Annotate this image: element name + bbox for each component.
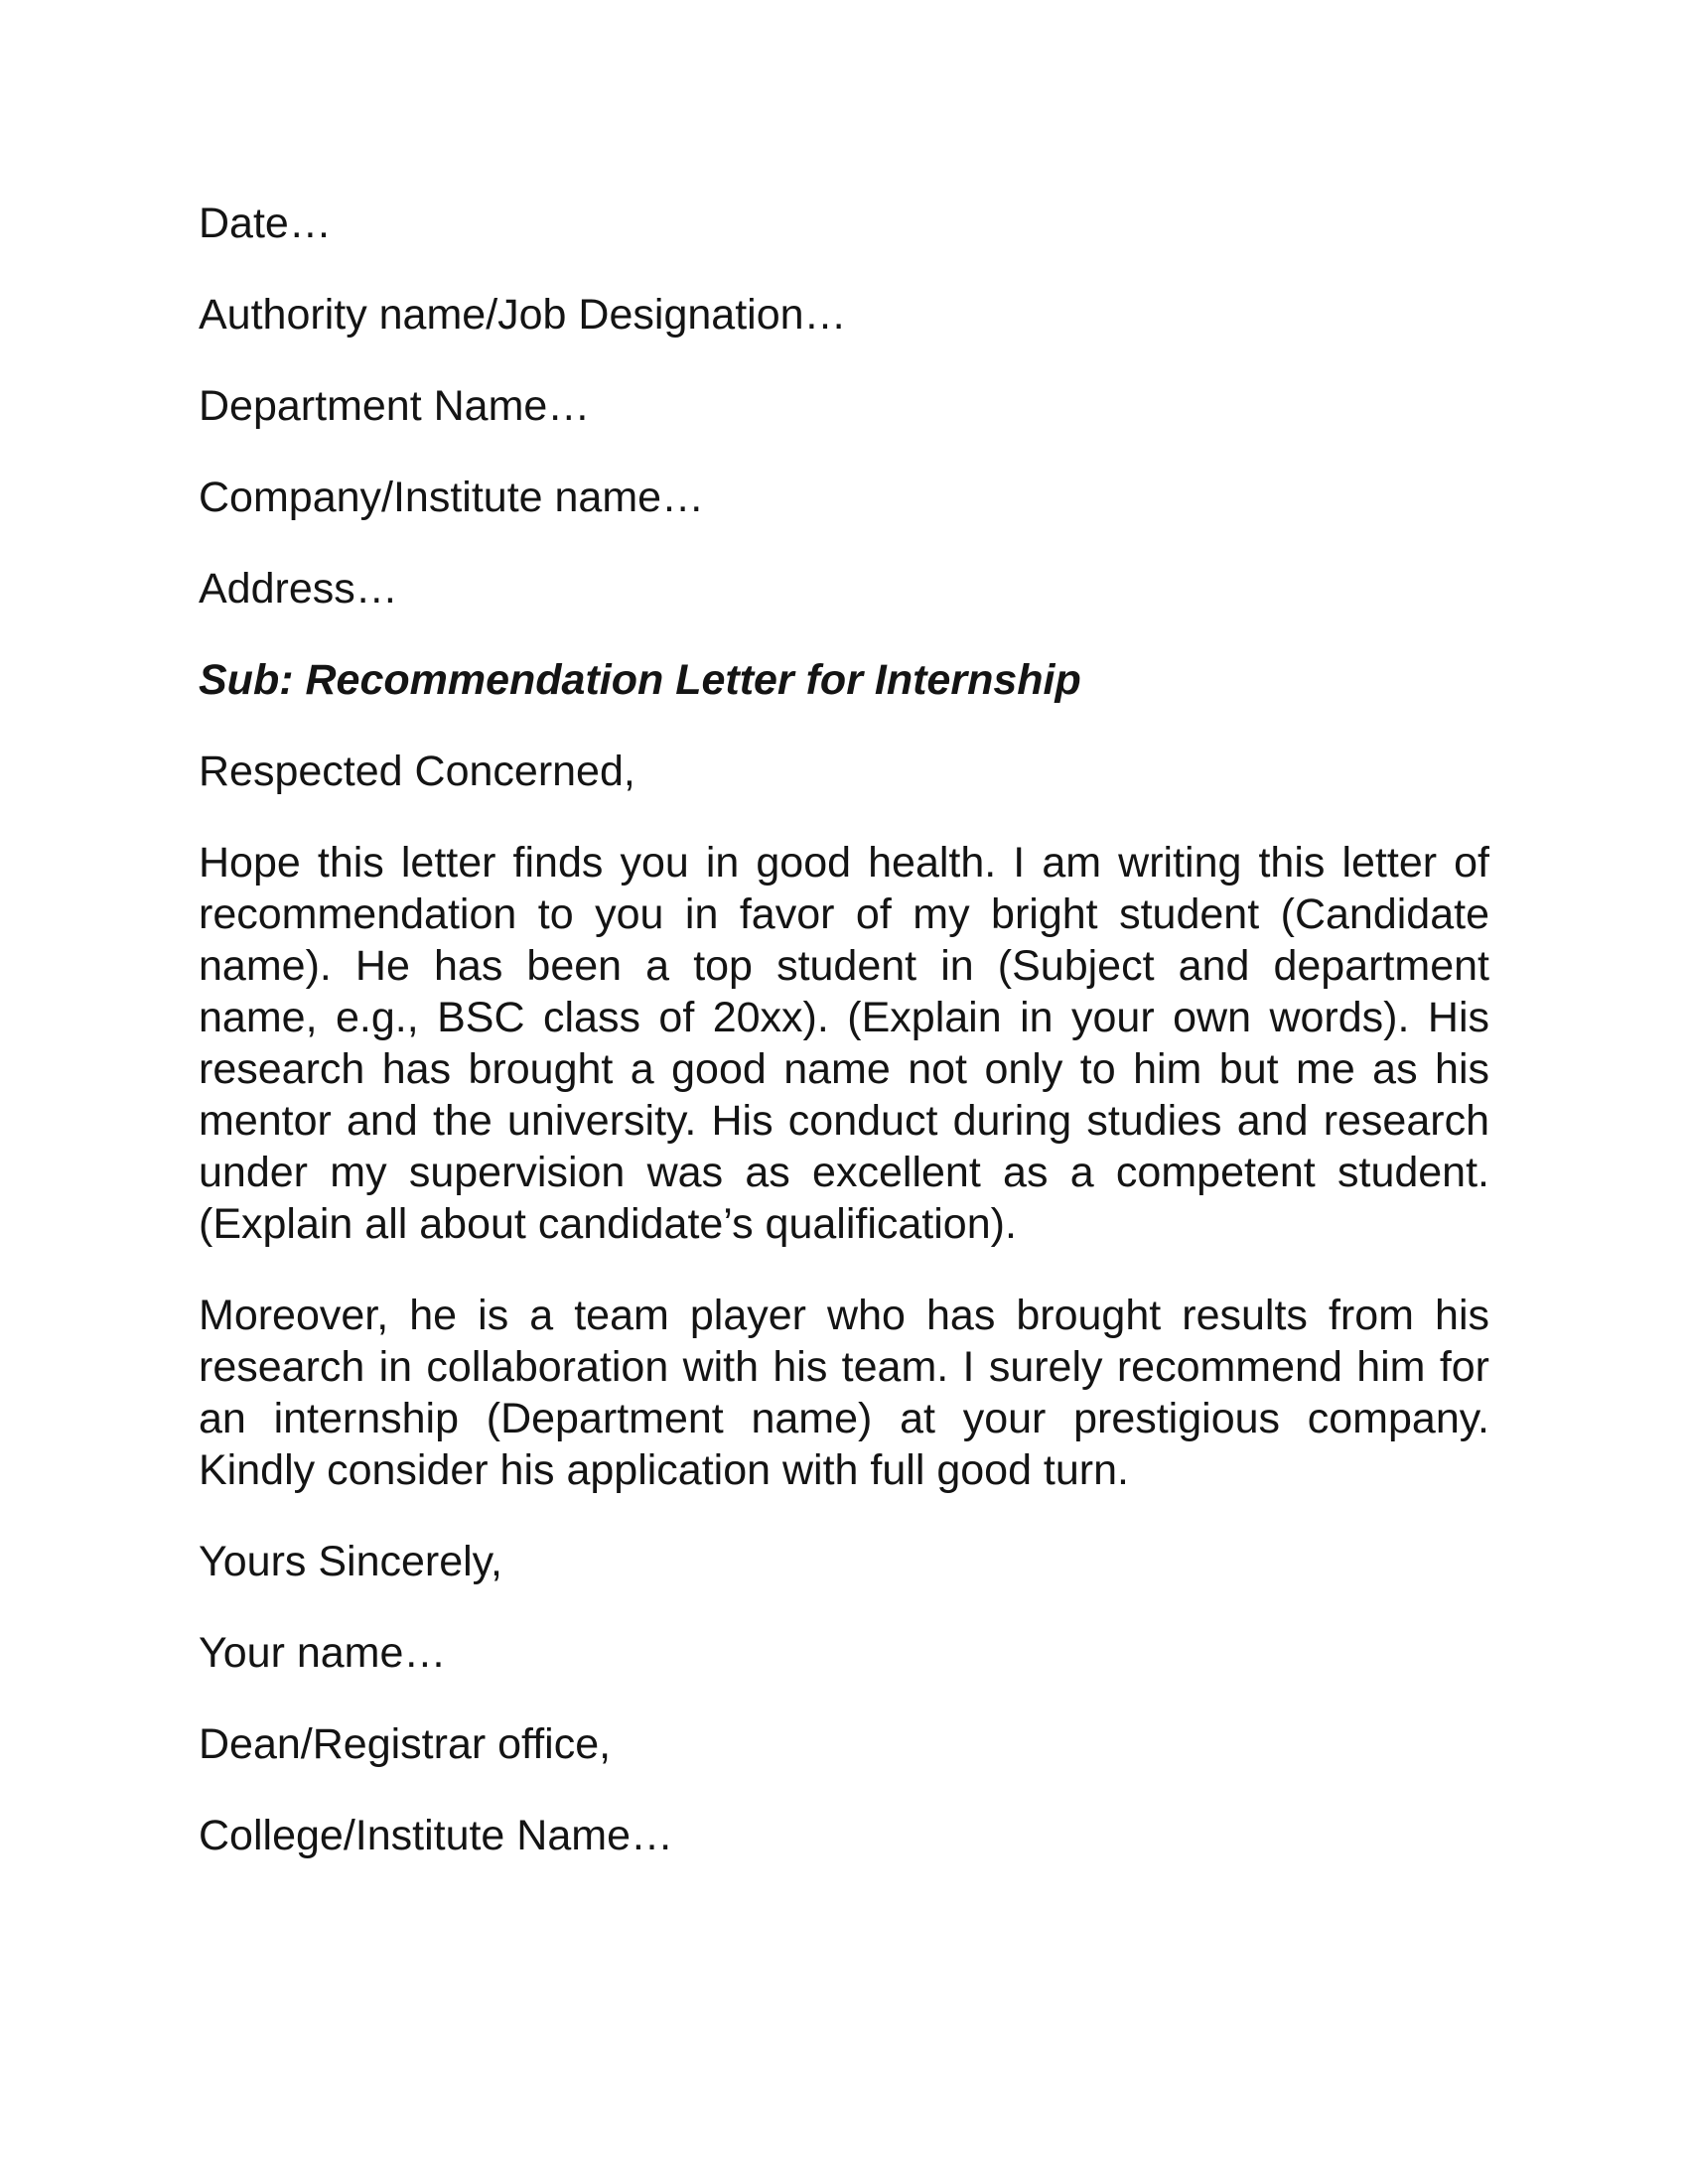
subject-line: Sub: Recommendation Letter for Internship: [199, 656, 1081, 704]
address-line: Address…: [199, 565, 398, 613]
body-paragraph-1: Hope this letter finds you in good health. I am writing this letter of recommendation to you in favor of my bright student (Candidate name). He has been a top student in (Subject and department name, e.g., BSC class of 20xx). (Explain in your own words). His research has brought a good name not only to him but me as his mentor and the university. His conduct during studies and research under my supervision was as excellent as a competent student. (Explain all about candidate’s qualification).: [199, 839, 1489, 1248]
signature-institute-line: College/Institute Name…: [199, 1812, 673, 1859]
department-line: Department Name…: [199, 382, 591, 430]
company-line: Company/Institute name…: [199, 474, 705, 521]
closing-line: Yours Sincerely,: [199, 1538, 502, 1585]
signature-office-line: Dean/Registrar office,: [199, 1720, 612, 1768]
salutation-line: Respected Concerned,: [199, 748, 635, 795]
signature-name-line: Your name…: [199, 1629, 447, 1677]
body-paragraph-2: Moreover, he is a team player who has brought results from his research in collaboration with his team. I surely recommend him for an internship (Department name) at your prestigious company. Kindly consider his application with full good turn.: [199, 1292, 1489, 1494]
authority-line: Authority name/Job Designation…: [199, 291, 847, 339]
date-line: Date…: [199, 200, 332, 247]
